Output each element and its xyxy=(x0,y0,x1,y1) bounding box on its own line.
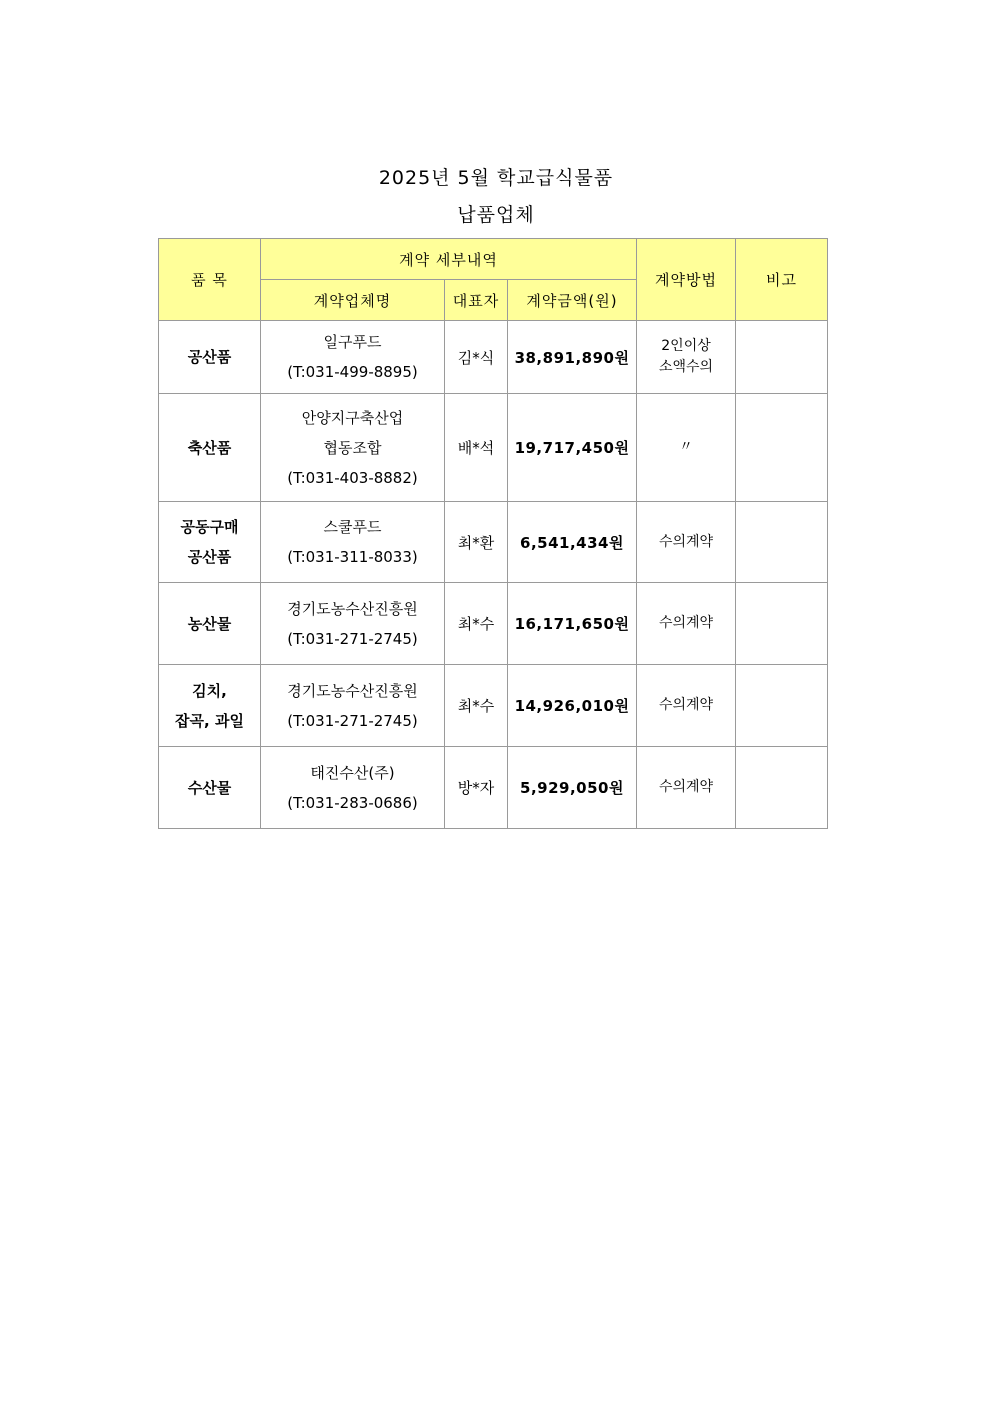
vendor-cell xyxy=(261,583,445,665)
vendor-line: 협동조합 xyxy=(323,438,382,457)
item-cell xyxy=(159,583,261,665)
item-label: 김치, xyxy=(192,681,227,700)
vendor-line: (T:031-403-8882) xyxy=(287,468,418,487)
note-cell xyxy=(736,747,828,829)
representative-cell: 최*수 xyxy=(445,583,508,665)
vendor-table xyxy=(158,238,828,829)
item-label: 잡곡, 과일 xyxy=(175,711,244,730)
item-cell xyxy=(159,321,261,394)
item-label: 축산품 xyxy=(187,438,232,457)
table-body xyxy=(159,321,828,829)
amount-cell: 14,926,010원 xyxy=(508,665,637,747)
header-item: 품 목 xyxy=(159,239,261,321)
vendor-line: (T:031-311-8033) xyxy=(287,548,418,566)
amount-cell: 5,929,050원 xyxy=(508,747,637,829)
item-label: 공동구매 xyxy=(180,518,239,536)
vendor-line: (T:031-499-8895) xyxy=(287,363,418,381)
vendor-line: 스쿨푸드 xyxy=(323,518,382,536)
vendor-cell xyxy=(261,502,445,583)
table-row xyxy=(159,665,828,747)
note-cell xyxy=(736,665,828,747)
vendor-line: (T:031-283-0686) xyxy=(287,793,418,812)
table-row xyxy=(159,321,828,394)
note-cell xyxy=(736,583,828,665)
table-row xyxy=(159,747,828,829)
table-row xyxy=(159,583,828,665)
note-cell xyxy=(736,394,828,502)
document-title: 2025년 5월 학교급식물품 xyxy=(378,167,614,189)
vendor-line: 태진수산(주) xyxy=(310,763,395,782)
item-cell xyxy=(159,394,261,502)
method-cell xyxy=(637,747,736,829)
method-line: 〃 xyxy=(679,439,694,455)
method-line: 2인이상 xyxy=(661,338,711,354)
vendor-line: (T:031-271-2745) xyxy=(287,711,418,730)
item-cell xyxy=(159,502,261,583)
table-row xyxy=(159,394,828,502)
document-subtitle: 납품업체 xyxy=(457,204,535,226)
amount-cell: 16,171,650원 xyxy=(508,583,637,665)
header-amount: 계약금액(원) xyxy=(508,280,637,321)
representative-cell: 김*식 xyxy=(445,321,508,394)
item-label: 수산물 xyxy=(187,778,232,797)
method-line: 수의계약 xyxy=(658,779,714,795)
header-note: 비고 xyxy=(736,239,828,321)
vendor-cell xyxy=(261,747,445,829)
vendor-line: 안양지구축산업 xyxy=(301,408,404,427)
note-cell xyxy=(736,321,828,394)
representative-cell: 최*수 xyxy=(445,665,508,747)
vendor-cell xyxy=(261,321,445,394)
vendor-line: 경기도농수산진흥원 xyxy=(287,681,418,700)
header-contract-details: 계약 세부내역 xyxy=(261,239,637,280)
representative-cell: 최*환 xyxy=(445,502,508,583)
representative-cell: 방*자 xyxy=(445,747,508,829)
vendor-cell xyxy=(261,665,445,747)
item-cell xyxy=(159,665,261,747)
method-line: 수의계약 xyxy=(658,533,714,550)
method-line: 수의계약 xyxy=(658,615,714,631)
method-cell xyxy=(637,394,736,502)
vendor-line: 일구푸드 xyxy=(323,333,382,351)
amount-cell: 38,891,890원 xyxy=(508,321,637,394)
header-method: 계약방법 xyxy=(637,239,736,321)
item-label: 농산물 xyxy=(187,614,232,633)
amount-cell: 19,717,450원 xyxy=(508,394,637,502)
item-cell xyxy=(159,747,261,829)
amount-cell: 6,541,434원 xyxy=(508,502,637,583)
representative-cell: 배*석 xyxy=(445,394,508,502)
note-cell xyxy=(736,502,828,583)
vendor-cell xyxy=(261,394,445,502)
method-cell xyxy=(637,665,736,747)
item-label: 공산품 xyxy=(187,348,232,366)
method-line: 수의계약 xyxy=(658,697,714,713)
method-line: 소액수의 xyxy=(658,359,714,375)
vendor-line: (T:031-271-2745) xyxy=(287,629,418,648)
method-cell xyxy=(637,321,736,394)
header-representative: 대표자 xyxy=(445,280,508,321)
method-cell xyxy=(637,502,736,583)
table-row xyxy=(159,502,828,583)
item-label: 공산품 xyxy=(187,548,232,566)
method-cell xyxy=(637,583,736,665)
vendor-line: 경기도농수산진흥원 xyxy=(287,599,418,618)
header-vendor: 계약업체명 xyxy=(261,280,445,321)
